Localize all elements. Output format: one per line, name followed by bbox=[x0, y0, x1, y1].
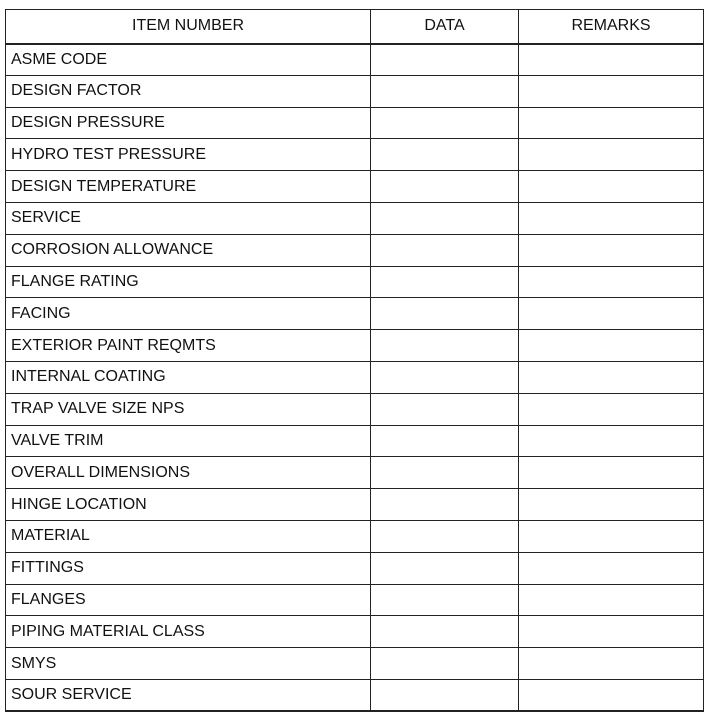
remarks-cell[interactable] bbox=[519, 361, 704, 393]
table-row bbox=[6, 648, 704, 680]
table-body bbox=[6, 44, 704, 712]
item-label-cell: ASME CODE bbox=[6, 44, 371, 76]
table-row bbox=[6, 234, 704, 266]
data-cell[interactable] bbox=[371, 648, 519, 680]
data-cell[interactable] bbox=[371, 44, 519, 76]
item-label-cell: FACING bbox=[6, 298, 371, 330]
data-cell[interactable] bbox=[371, 616, 519, 648]
remarks-cell[interactable] bbox=[519, 489, 704, 521]
item-label-cell: HYDRO TEST PRESSURE bbox=[6, 139, 371, 171]
remarks-cell[interactable] bbox=[519, 202, 704, 234]
data-cell[interactable] bbox=[371, 234, 519, 266]
table-row bbox=[6, 393, 704, 425]
data-cell[interactable] bbox=[371, 679, 519, 711]
item-label-cell: VALVE TRIM bbox=[6, 425, 371, 457]
remarks-cell[interactable] bbox=[519, 393, 704, 425]
remarks-cell[interactable] bbox=[519, 648, 704, 680]
remarks-cell[interactable] bbox=[519, 457, 704, 489]
data-cell[interactable] bbox=[371, 171, 519, 203]
table-row bbox=[6, 266, 704, 298]
table-row bbox=[6, 489, 704, 521]
item-label-cell: MATERIAL bbox=[6, 520, 371, 552]
table-row bbox=[6, 584, 704, 616]
item-label-cell: FITTINGS bbox=[6, 552, 371, 584]
data-cell[interactable] bbox=[371, 202, 519, 234]
remarks-cell[interactable] bbox=[519, 425, 704, 457]
data-cell[interactable] bbox=[371, 393, 519, 425]
table-row bbox=[6, 75, 704, 107]
remarks-cell[interactable] bbox=[519, 171, 704, 203]
remarks-cell[interactable] bbox=[519, 75, 704, 107]
item-label-cell: DESIGN FACTOR bbox=[6, 75, 371, 107]
item-label-cell: SMYS bbox=[6, 648, 371, 680]
column-header-item-number: ITEM NUMBER bbox=[6, 10, 371, 44]
table-row bbox=[6, 44, 704, 76]
item-label-cell: CORROSION ALLOWANCE bbox=[6, 234, 371, 266]
data-cell[interactable] bbox=[371, 552, 519, 584]
item-label-cell: FLANGE RATING bbox=[6, 266, 371, 298]
item-label-cell: SOUR SERVICE bbox=[6, 679, 371, 711]
remarks-cell[interactable] bbox=[519, 520, 704, 552]
data-cell[interactable] bbox=[371, 266, 519, 298]
item-label-cell: PIPING MATERIAL CLASS bbox=[6, 616, 371, 648]
remarks-cell[interactable] bbox=[519, 616, 704, 648]
data-cell[interactable] bbox=[371, 361, 519, 393]
data-cell[interactable] bbox=[371, 139, 519, 171]
table-row bbox=[6, 425, 704, 457]
data-cell[interactable] bbox=[371, 75, 519, 107]
data-cell[interactable] bbox=[371, 489, 519, 521]
table-row bbox=[6, 202, 704, 234]
table-row bbox=[6, 457, 704, 489]
item-label-cell: FLANGES bbox=[6, 584, 371, 616]
column-header-data: DATA bbox=[371, 10, 519, 44]
item-label-cell: HINGE LOCATION bbox=[6, 489, 371, 521]
table-header bbox=[6, 10, 704, 44]
table-row bbox=[6, 361, 704, 393]
remarks-cell[interactable] bbox=[519, 584, 704, 616]
remarks-cell[interactable] bbox=[519, 234, 704, 266]
data-cell[interactable] bbox=[371, 298, 519, 330]
remarks-cell[interactable] bbox=[519, 330, 704, 362]
table-row bbox=[6, 171, 704, 203]
data-cell[interactable] bbox=[371, 520, 519, 552]
remarks-cell[interactable] bbox=[519, 552, 704, 584]
data-cell[interactable] bbox=[371, 584, 519, 616]
table-row bbox=[6, 552, 704, 584]
remarks-cell[interactable] bbox=[519, 107, 704, 139]
remarks-cell[interactable] bbox=[519, 679, 704, 711]
item-label-cell: DESIGN PRESSURE bbox=[6, 107, 371, 139]
item-label-cell: TRAP VALVE SIZE NPS bbox=[6, 393, 371, 425]
remarks-cell[interactable] bbox=[519, 298, 704, 330]
data-cell[interactable] bbox=[371, 457, 519, 489]
data-cell[interactable] bbox=[371, 425, 519, 457]
remarks-cell[interactable] bbox=[519, 44, 704, 76]
header-row bbox=[6, 10, 704, 44]
specification-table bbox=[5, 9, 704, 712]
data-cell[interactable] bbox=[371, 107, 519, 139]
table-row bbox=[6, 616, 704, 648]
item-label-cell: INTERNAL COATING bbox=[6, 361, 371, 393]
column-header-remarks: REMARKS bbox=[519, 10, 704, 44]
remarks-cell[interactable] bbox=[519, 266, 704, 298]
remarks-cell[interactable] bbox=[519, 139, 704, 171]
item-label-cell: DESIGN TEMPERATURE bbox=[6, 171, 371, 203]
table-row bbox=[6, 520, 704, 552]
table-row bbox=[6, 679, 704, 711]
table-row bbox=[6, 139, 704, 171]
data-cell[interactable] bbox=[371, 330, 519, 362]
table-row bbox=[6, 330, 704, 362]
table-row bbox=[6, 298, 704, 330]
item-label-cell: EXTERIOR PAINT REQMTS bbox=[6, 330, 371, 362]
item-label-cell: SERVICE bbox=[6, 202, 371, 234]
table-row bbox=[6, 107, 704, 139]
item-label-cell: OVERALL DIMENSIONS bbox=[6, 457, 371, 489]
